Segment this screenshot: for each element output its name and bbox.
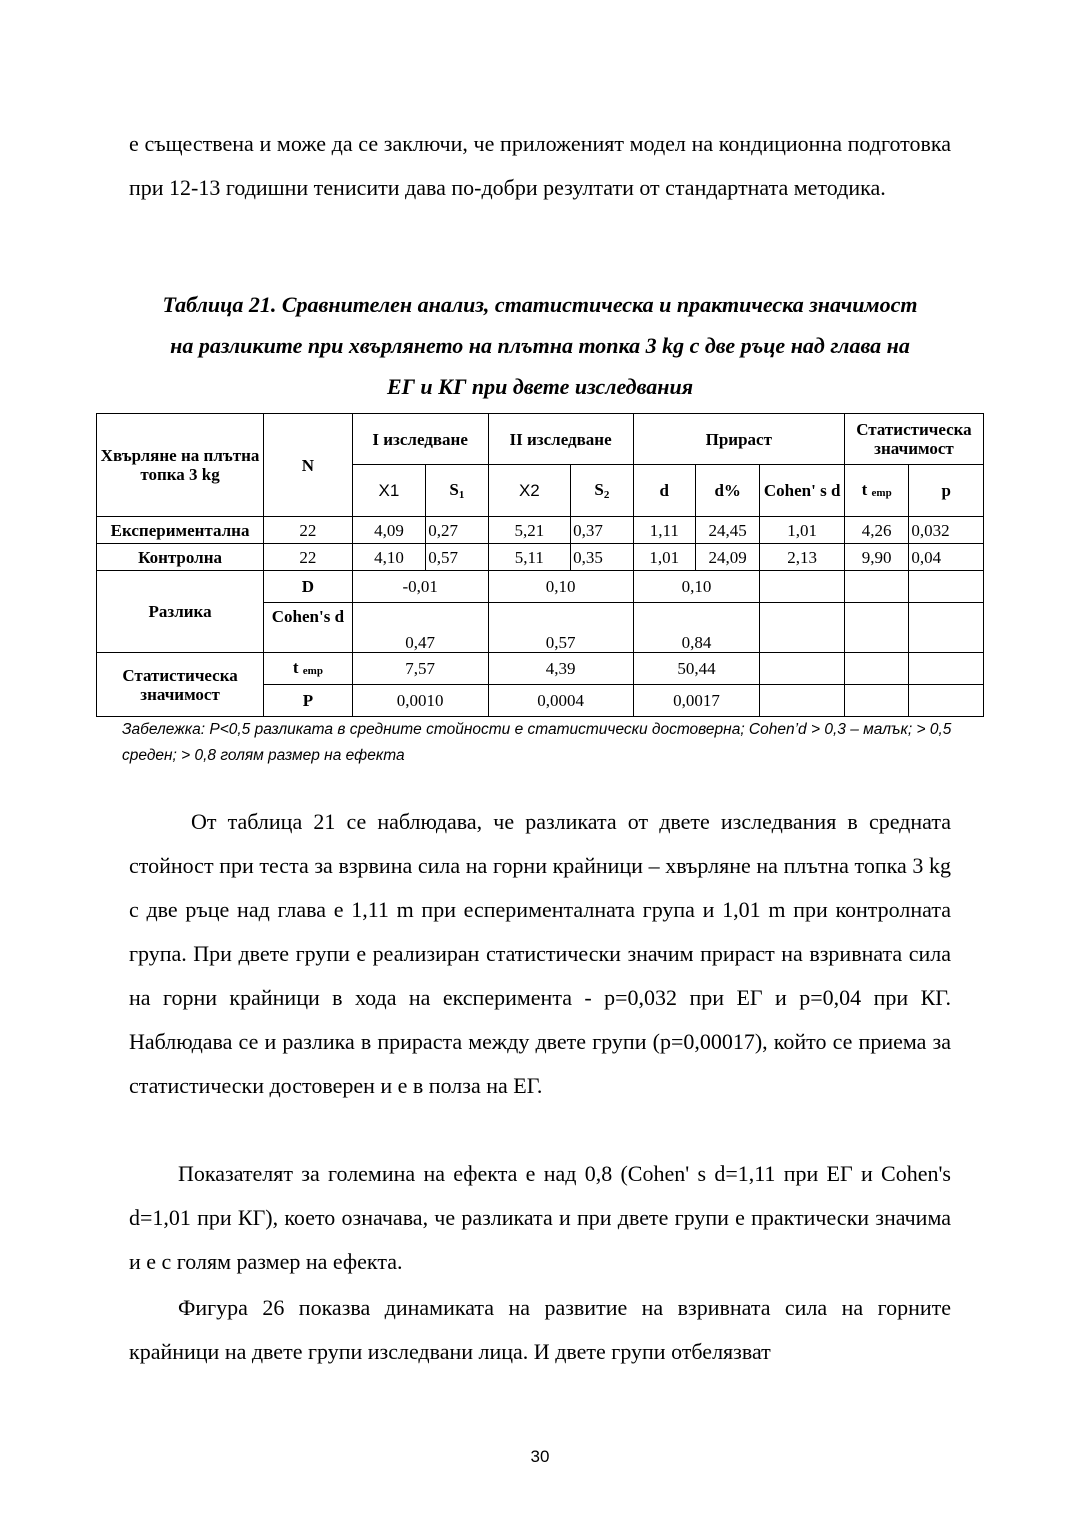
significance-p-gain: 0,0017 (633, 685, 760, 717)
empty-cell (909, 571, 984, 603)
significance-p-label: P (264, 685, 353, 717)
cell-cohen: 2,13 (760, 544, 845, 571)
cell-d: 1,11 (633, 517, 695, 544)
difference-d-study2: 0,10 (488, 571, 633, 603)
header-x2: X2 (488, 465, 571, 517)
significance-t-study2: 4,39 (488, 653, 633, 685)
header-test: Хвърляне на плътна топка 3 kg (97, 414, 264, 517)
significance-temp-label: t $_{emp}$ (264, 653, 353, 685)
header-p: p (909, 465, 984, 517)
empty-cell (760, 685, 845, 717)
intro-paragraph: е съществена и може да се заключи, че приложеният модел на кондиционна подготовка при 12-13 годишни тенисити дава по-добри резултати от стандартната методика. (129, 131, 951, 200)
cell-p: 0,032 (909, 517, 984, 544)
cell-n: 22 (264, 544, 353, 571)
body-paragraph-3: Фигура 26 показва динамиката на развитие на взривната сила на горните крайници на двете групи изследвани лица. И двете групи отбелязват (129, 1295, 951, 1364)
table-caption (96, 284, 984, 407)
empty-cell (909, 653, 984, 685)
header-n: N (264, 414, 353, 517)
table-row-difference-d (97, 571, 984, 603)
cell-n: 22 (264, 517, 353, 544)
empty-cell (844, 603, 908, 653)
header-cohens-d: Cohen' s d (760, 465, 845, 517)
empty-cell (844, 653, 908, 685)
body-paragraph-1: От таблица 21 се наблюдава, че разликата от двете изследвания в средната стойност при теста за взрвина сила на горни крайници – хвърляне на плътна топка 3 kg с две ръце над глава е 1,11 m при есперименталната група и 1,01 m при контролната група. При двете групи е реализиран статистически значим прираст на взривната сила на горни крайници в хода на експеримента - p=0,032 при ЕГ и p=0,04 при КГ. Наблюдава се и разлика в прираста между двете групи (p=0,00017), който се приема за статистически достоверен и е в полза на ЕГ. (129, 809, 951, 1098)
empty-cell (760, 571, 845, 603)
cell-s2: 0,35 (571, 544, 633, 571)
difference-d-gain: 0,10 (633, 571, 760, 603)
header-dpct: d% (695, 465, 759, 517)
header-s2: $S_2$ (571, 465, 633, 517)
empty-cell (909, 685, 984, 717)
cell-x1: 4,10 (352, 544, 425, 571)
header-s1: $S_1$ (426, 465, 488, 517)
header-stat-sig: Статистическа значимост (844, 414, 983, 465)
difference-cohen-study2: 0,57 (488, 603, 633, 653)
cell-cohen: 1,01 (760, 517, 845, 544)
header-study-1: I изследване (352, 414, 488, 465)
empty-cell (844, 571, 908, 603)
table-row-control (97, 544, 984, 571)
row-group-label: Контролна (97, 544, 264, 571)
table-note: Забележка: P<0,5 разликата в средните стойности е статистически достоверна; Cohen’d > 0,3 – малък; > 0,5 среден; > 0,8 голям размер на ефекта (122, 721, 952, 764)
cell-s1: 0,57 (426, 544, 488, 571)
page-number: 30 (530, 1447, 550, 1466)
difference-cohen-label: Cohen's d (264, 603, 353, 653)
empty-cell (909, 603, 984, 653)
cell-dpct: 24,45 (695, 517, 759, 544)
significance-label: Статистическа значимост (97, 653, 264, 717)
header-row-1 (97, 414, 984, 465)
cell-p: 0,04 (909, 544, 984, 571)
difference-d-label: D (264, 571, 353, 603)
caption-line-1: Таблица 21. Сравнителен анализ, статистическа и практическа значимост (162, 292, 918, 317)
empty-cell (760, 653, 845, 685)
caption-line-2: на разликите при хвърлянето на плътна топка 3 kg с две ръце над глава на (170, 333, 910, 358)
caption-line-3: ЕГ и КГ при двете изследвания (386, 374, 694, 399)
cell-d: 1,01 (633, 544, 695, 571)
significance-t-study1: 7,57 (352, 653, 488, 685)
significance-p-study2: 0,0004 (488, 685, 633, 717)
cell-x2: 5,11 (488, 544, 571, 571)
body-paragraph-2: Показателят за големина на ефекта е над 0,8 (Cohen' s d=1,11 при ЕГ и Cohen's d=1,01 при КГ), което означава, че разликата и при двете групи е практически значима и е с голям размер на ефекта. (129, 1161, 951, 1274)
difference-label: Разлика (97, 571, 264, 653)
header-d: d (633, 465, 695, 517)
cell-temp: 9,90 (844, 544, 908, 571)
cell-temp: 4,26 (844, 517, 908, 544)
difference-d-study1: -0,01 (352, 571, 488, 603)
difference-cohen-gain: 0,84 (633, 603, 760, 653)
cell-x1: 4,09 (352, 517, 425, 544)
significance-t-gain: 50,44 (633, 653, 760, 685)
empty-cell (760, 603, 845, 653)
empty-cell (844, 685, 908, 717)
significance-p-study1: 0,0010 (352, 685, 488, 717)
header-x1: X1 (352, 465, 425, 517)
cell-x2: 5,21 (488, 517, 571, 544)
row-group-label: Експериментална (97, 517, 264, 544)
header-temp: t $_{emp}$ (844, 465, 908, 517)
table-row-significance-t (97, 653, 984, 685)
header-study-2: II изследване (488, 414, 633, 465)
results-table (96, 413, 984, 717)
cell-s2: 0,37 (571, 517, 633, 544)
header-gain: Прираст (633, 414, 844, 465)
cell-s1: 0,27 (426, 517, 488, 544)
table-row-experimental (97, 517, 984, 544)
cell-dpct: 24,09 (695, 544, 759, 571)
difference-cohen-study1: 0,47 (352, 603, 488, 653)
